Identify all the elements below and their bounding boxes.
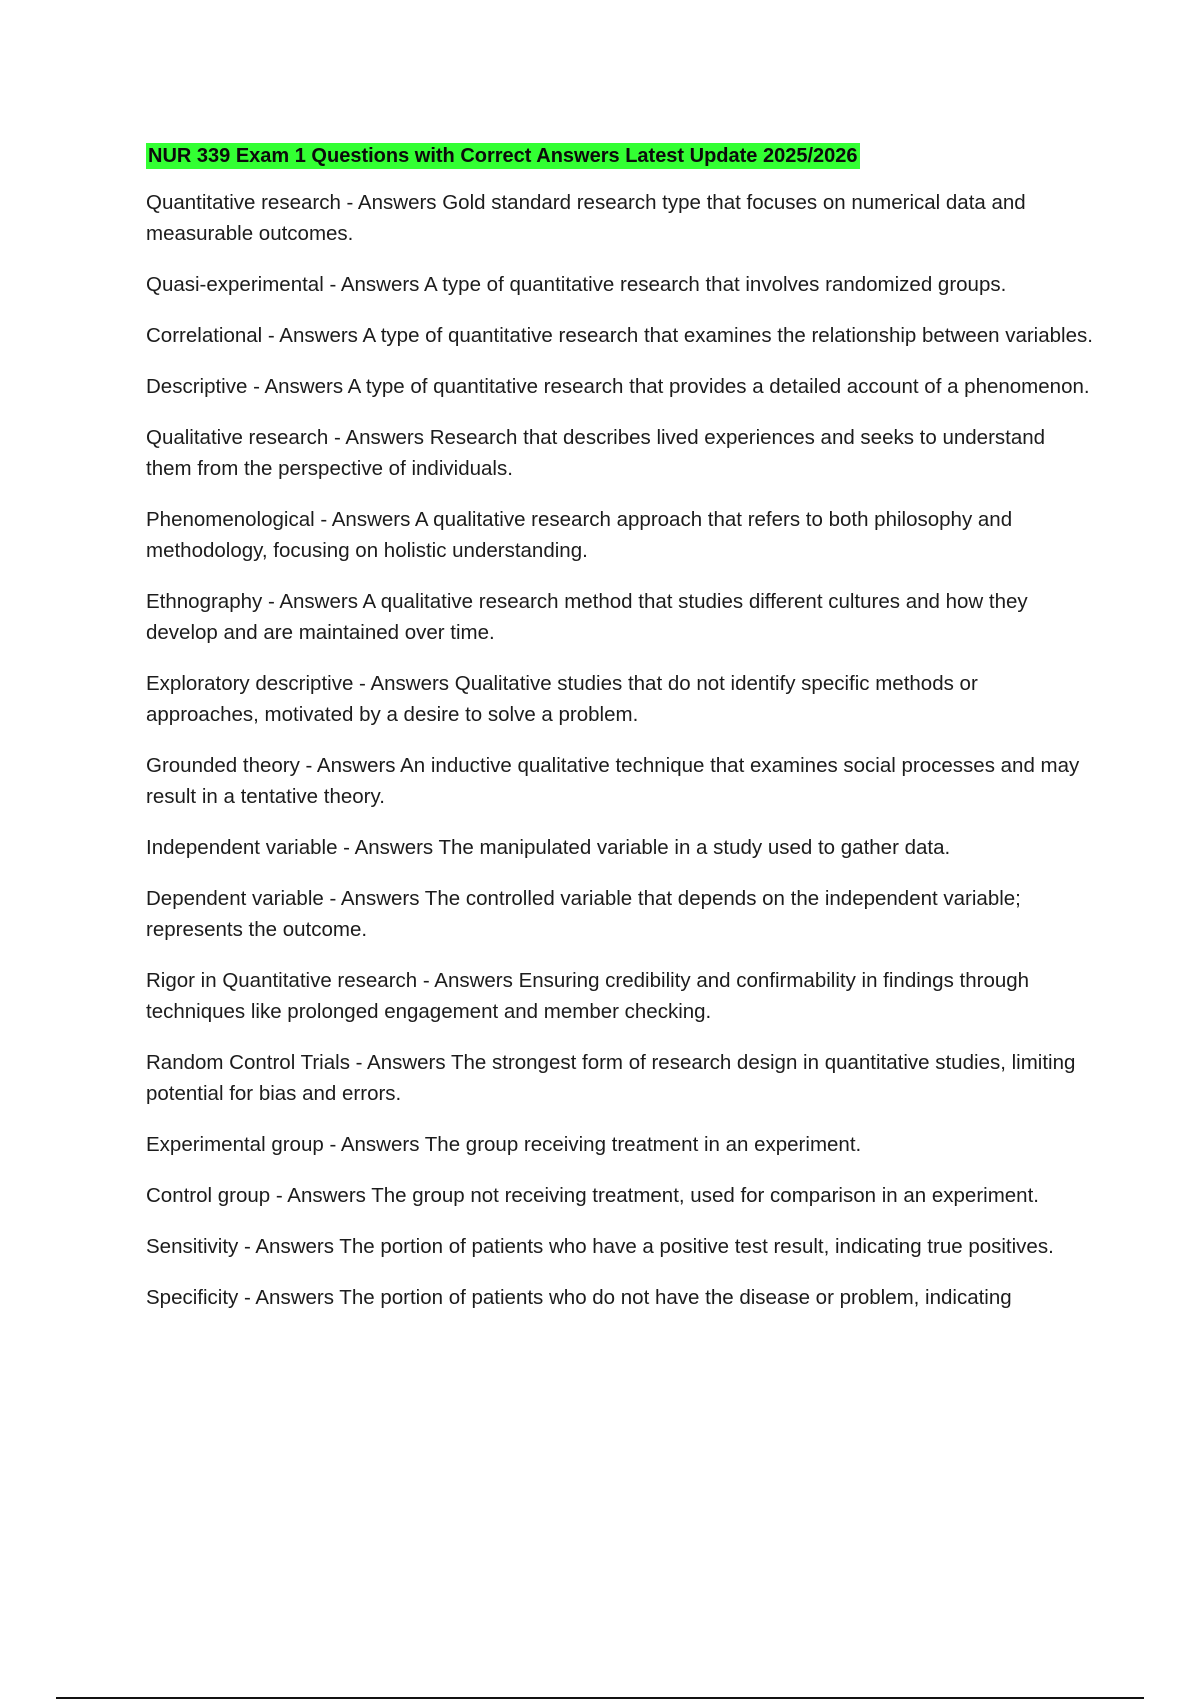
entry-descriptive: Descriptive - Answers A type of quantitative research that provides a detailed account of a phenomenon. bbox=[146, 375, 1090, 398]
entry-dependent-variable: Dependent variable - Answers The controlled variable that depends on the independent variable; represents the outcome. bbox=[146, 887, 1021, 941]
entry-grounded-theory: Grounded theory - Answers An inductive qualitative technique that examines social processes and may result in a tentative theory. bbox=[146, 754, 1080, 808]
title-row bbox=[146, 143, 1096, 187]
entry-random-control-trials: Random Control Trials - Answers The strongest form of research design in quantitative studies, limiting potential for bias and errors. bbox=[146, 1051, 1076, 1105]
entry-qualitative-research: Qualitative research - Answers Research that describes lived experiences and seeks to understand them from the perspective of individuals. bbox=[146, 426, 1046, 480]
entry-exploratory-descriptive: Exploratory descriptive - Answers Qualitative studies that do not identify specific methods or approaches, motivated by a desire to solve a problem. bbox=[146, 672, 978, 726]
page-bottom-rule bbox=[56, 1697, 1144, 1699]
entry-rigor-quantitative: Rigor in Quantitative research - Answers Ensuring credibility and confirmability in findings through techniques like prolonged engagement and member checking. bbox=[146, 969, 1030, 1023]
document-title: NUR 339 Exam 1 Questions with Correct Answers Latest Update 2025/2026 bbox=[148, 145, 858, 167]
entry-experimental-group: Experimental group - Answers The group receiving treatment in an experiment. bbox=[146, 1133, 862, 1156]
entry-ethnography: Ethnography - Answers A qualitative research method that studies different cultures and how they develop and are maintained over time. bbox=[146, 590, 1028, 644]
entry-phenomenological: Phenomenological - Answers A qualitative research approach that refers to both philosophy and methodology, focusing on holistic understanding. bbox=[146, 508, 1013, 562]
entry-quantitative-research: Quantitative research - Answers Gold standard research type that focuses on numerical data and measurable outcomes. bbox=[146, 191, 1026, 245]
entry-control-group: Control group - Answers The group not receiving treatment, used for comparison in an experiment. bbox=[146, 1184, 1039, 1207]
document-body bbox=[146, 143, 1096, 1333]
entry-specificity: Specificity - Answers The portion of patients who do not have the disease or problem, indicating bbox=[146, 1286, 1012, 1309]
entry-independent-variable: Independent variable - Answers The manipulated variable in a study used to gather data. bbox=[146, 836, 951, 859]
entry-correlational: Correlational - Answers A type of quantitative research that examines the relationship between variables. bbox=[146, 324, 1093, 347]
entry-sensitivity: Sensitivity - Answers The portion of patients who have a positive test result, indicating true positives. bbox=[146, 1235, 1054, 1258]
entry-quasi-experimental: Quasi-experimental - Answers A type of quantitative research that involves randomized groups. bbox=[146, 273, 1007, 296]
